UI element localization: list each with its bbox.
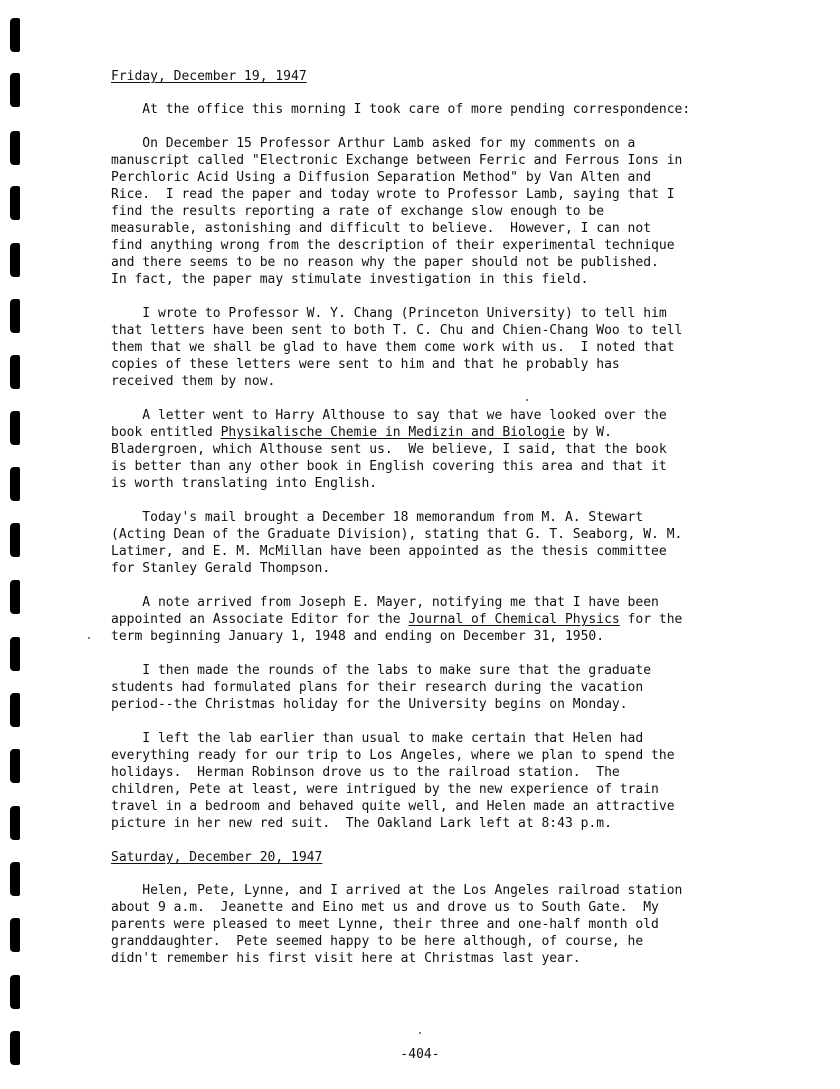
text-line: Latimer, and E. M. McMillan have been appointed as the thesis committee: [111, 544, 667, 559]
date-heading-friday: Friday, December 19, 1947: [111, 69, 307, 84]
text-line: students had formulated plans for their research during the vacation: [111, 680, 644, 695]
text-line: picture in her new red suit. The Oakland Lark left at 8:43 p.m.: [111, 816, 612, 831]
binder-mark: [10, 975, 20, 1009]
binder-mark: [10, 637, 20, 671]
text-line: book entitled: [111, 425, 221, 440]
binder-mark: [10, 467, 20, 501]
scan-speck: [88, 637, 90, 639]
text-line: parents were pleased to meet Lynne, their three and one-half month old: [111, 917, 659, 932]
binder-mark: [10, 243, 20, 277]
text-line: A note arrived from Joseph E. Mayer, notifying me that I have been: [111, 595, 659, 610]
text-line: Perchloric Acid Using a Diffusion Separation Method" by Van Alten and: [111, 170, 652, 185]
page-number: -404-: [400, 1047, 440, 1062]
paragraph-correspondence-intro: At the office this morning I took care of more pending correspondence:: [111, 102, 691, 117]
text-line: Today's mail brought a December 18 memorandum from M. A. Stewart: [111, 510, 644, 525]
binder-mark: [10, 299, 20, 333]
paragraph-los-angeles-arrival: [111, 882, 771, 967]
text-line: holidays. Herman Robinson drove us to the railroad station. The: [111, 765, 620, 780]
text-line: about 9 a.m. Jeanette and Eino met us and drove us to South Gate. My: [111, 900, 659, 915]
text-line: travel in a bedroom and behaved quite well, and Helen made an attractive: [111, 799, 675, 814]
text-line: find anything wrong from the description of their experimental technique: [111, 238, 675, 253]
binder-mark: [10, 186, 20, 220]
text-line: granddaughter. Pete seemed happy to be here although, of course, he: [111, 934, 644, 949]
text-line: didn't remember his first visit here at Christmas last year.: [111, 951, 581, 966]
text-line: is worth translating into English.: [111, 476, 378, 491]
text-line: In fact, the paper may stimulate investigation in this field.: [111, 272, 589, 287]
binder-mark: [10, 580, 20, 614]
paragraph-althouse-book: [111, 407, 771, 492]
text-line: them that we shall be glad to have them come work with us. I noted that: [111, 340, 675, 355]
text-line: by W.: [564, 425, 612, 440]
date-heading-saturday: Saturday, December 20, 1947: [111, 850, 323, 865]
binder-mark: [10, 523, 20, 557]
paragraph-lab-rounds: [111, 662, 771, 713]
text-line: for Stanley Gerald Thompson.: [111, 561, 331, 576]
binder-mark: [10, 749, 20, 783]
paragraph-stewart-memo: [111, 509, 771, 577]
text-line: for the: [619, 612, 683, 627]
text-line: Helen, Pete, Lynne, and I arrived at the Los Angeles railroad station: [111, 883, 683, 898]
text-line: is better than any other book in English covering this area and that it: [111, 459, 667, 474]
diary-text: [111, 68, 771, 984]
binder-mark: [10, 918, 20, 952]
text-line: Rice. I read the paper and today wrote to Professor Lamb, saying that I: [111, 187, 675, 202]
text-line: term beginning January 1, 1948 and ending on December 31, 1950.: [111, 629, 605, 644]
text-line: children, Pete at least, were intrigued by the new experience of train: [111, 782, 659, 797]
text-line: I wrote to Professor W. Y. Chang (Princeton University) to tell him: [111, 306, 667, 321]
paragraph-lamb-manuscript: [111, 135, 771, 288]
paragraph-chang-letter: [111, 305, 771, 390]
text-line: period--the Christmas holiday for the University begins on Monday.: [111, 697, 628, 712]
binder-mark: [10, 862, 20, 896]
text-line: copies of these letters were sent to him and that he probably has: [111, 357, 620, 372]
text-line: Bladergroen, which Althouse sent us. We believe, I said, that the book: [111, 442, 667, 457]
text-line: received them by now.: [111, 374, 276, 389]
text-line: find the results reporting a rate of exchange slow enough to be: [111, 204, 605, 219]
text-line: On December 15 Professor Arthur Lamb asked for my comments on a: [111, 136, 636, 151]
binder-mark: [10, 806, 20, 840]
book-title: Physikalische Chemie in Medizin and Biologie: [220, 425, 565, 440]
binder-mark: [10, 18, 20, 52]
text-line: and there seems to be no reason why the paper should not be published.: [111, 255, 659, 270]
binder-mark: [10, 73, 20, 107]
text-line: measurable, astonishing and difficult to believe. However, I can not: [111, 221, 652, 236]
text-line: A letter went to Harry Althouse to say that we have looked over the: [111, 408, 667, 423]
journal-title: Journal of Chemical Physics: [408, 612, 620, 627]
text-line: that letters have been sent to both T. C. Chu and Chien-Chang Woo to tell: [111, 323, 683, 338]
text-line: manuscript called "Electronic Exchange between Ferric and Ferrous Ions in: [111, 153, 683, 168]
text-line: appointed an Associate Editor for the: [111, 612, 409, 627]
binder-mark: [10, 355, 20, 389]
binder-mark: [10, 131, 20, 165]
paragraph-mayer-note: [111, 594, 771, 645]
text-line: everything ready for our trip to Los Angeles, where we plan to spend the: [111, 748, 675, 763]
binder-mark: [10, 693, 20, 727]
paragraph-train-trip: [111, 730, 771, 832]
binder-hole-marks: [10, 0, 24, 1089]
text-line: I left the lab earlier than usual to make certain that Helen had: [111, 731, 644, 746]
text-line: (Acting Dean of the Graduate Division), stating that G. T. Seaborg, W. M.: [111, 527, 683, 542]
binder-mark: [10, 411, 20, 445]
text-line: I then made the rounds of the labs to make sure that the graduate: [111, 663, 652, 678]
scan-speck: [419, 1032, 421, 1034]
